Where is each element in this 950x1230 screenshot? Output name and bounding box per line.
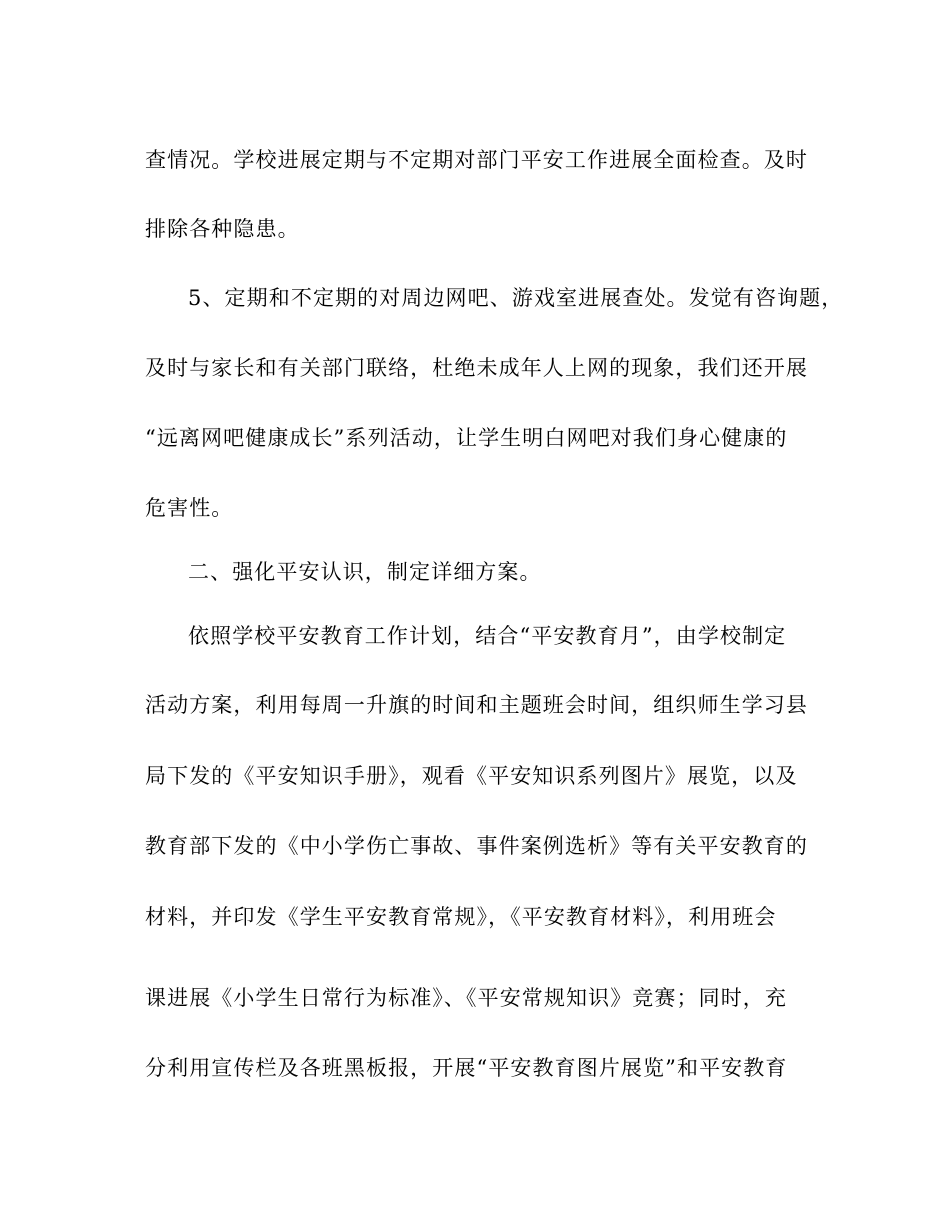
text-line-6: 危害性。	[145, 496, 234, 520]
text-line-2: 排除各种隐患。	[145, 217, 300, 241]
text-line-10: 局下发的《平安知识手册》，观看《平安知识系列图片》展览，以及	[145, 764, 798, 788]
text-line-13: 课进展《小学生日常行为标准》、《平安常规知识》竞赛；同时，充	[145, 986, 787, 1010]
text-line-1: 查情况。学校进展定期与不定期对部门平安工作进展全面检查。及时	[145, 148, 808, 172]
text-line-8: 依照学校平安教育工作计划，结合“平安教育月”，由学校制定	[188, 624, 787, 648]
text-line-3: 5、定期和不定期的对周边网吧、游戏室进展查处。发觉有咨询题，	[188, 286, 844, 310]
text-line-5: “远离网吧健康成长”系列活动，让学生明白网吧对我们身心健康的	[145, 426, 788, 450]
text-line-11: 教育部下发的《中小学伤亡事故、事件案例选析》等有关平安教育的	[145, 834, 808, 858]
text-line-4: 及时与家长和有关部门联络，杜绝未成年人上网的现象，我们还开展	[145, 356, 808, 380]
text-line-14: 分利用宣传栏及各班黑板报，开展“平安教育图片展览”和平安教育	[145, 1056, 788, 1080]
text-line-9: 活动方案，利用每周一升旗的时间和主题班会时间，组织师生学习县	[145, 693, 808, 717]
text-line-12: 材料，并印发《学生平安教育常规》，《平安教育材料》，利用班会	[145, 905, 777, 929]
section-heading: 二、强化平安认识，制定详细方案。	[188, 560, 542, 584]
